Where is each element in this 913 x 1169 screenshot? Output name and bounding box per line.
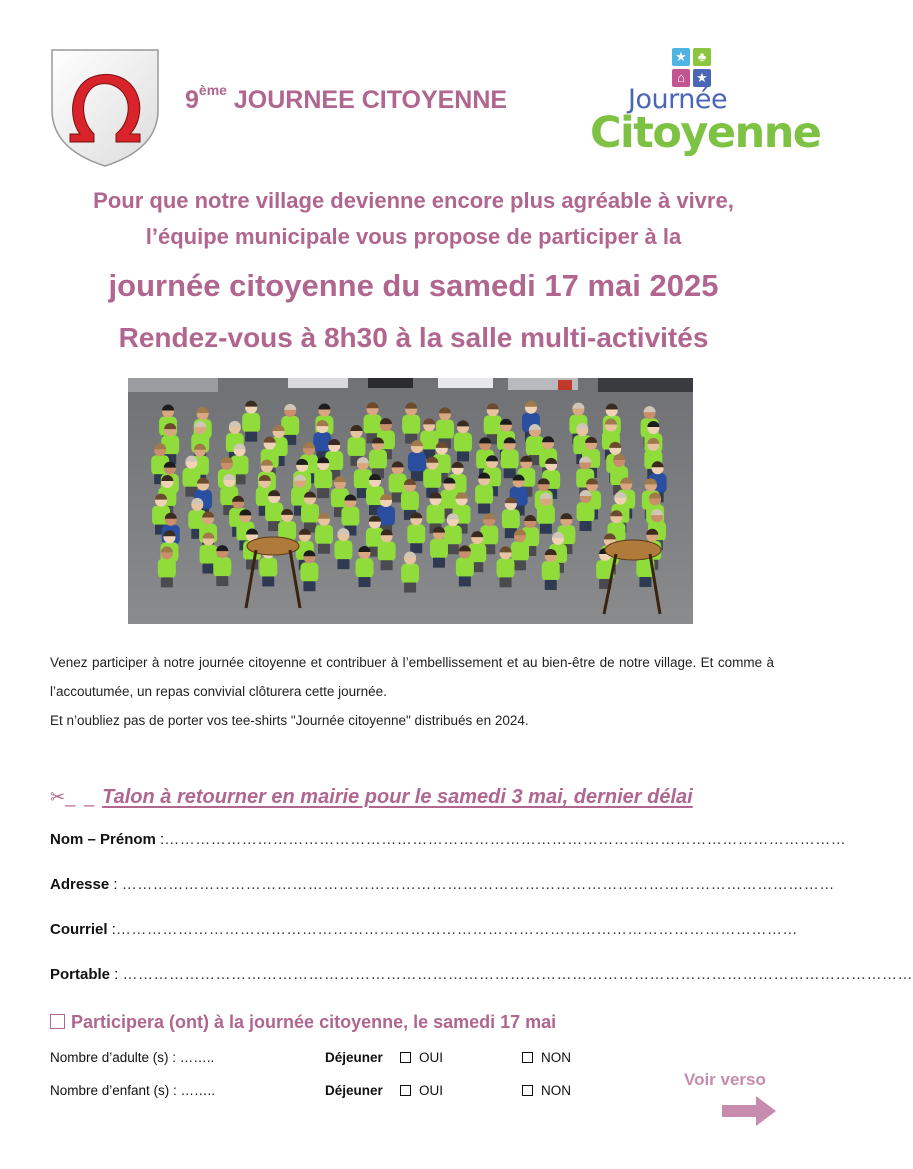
title-text: JOURNEE CITOYENNE xyxy=(226,86,508,114)
adult-count-row xyxy=(50,1050,610,1070)
rendezvous-heading: Rendez-vous à 8h30 à la salle multi-activités xyxy=(118,322,709,353)
crowd-person-legs xyxy=(500,577,512,587)
address-separator: : xyxy=(109,876,122,893)
child-lunch-label: Déjeuner xyxy=(325,1083,383,1098)
crowd-person-legs xyxy=(540,524,552,534)
crowd-person-legs xyxy=(358,577,370,587)
crowd-person-shirt xyxy=(378,541,396,561)
municipal-crest xyxy=(50,48,160,168)
group-photo xyxy=(128,378,693,624)
page-title xyxy=(185,81,508,115)
email-field[interactable] xyxy=(50,921,798,938)
crowd-person-shirt xyxy=(347,437,365,457)
invitation-paragraph: Venez participer à notre journée citoyenne et contribuer à l’embellissement et au bien-être de notre village. Et comme à l’accoutumée, un repas convivial clôturera cette journée. xyxy=(50,655,774,699)
crowd-person-legs xyxy=(337,559,349,569)
crowd-person-shirt xyxy=(456,557,474,577)
crowd-person-shirt xyxy=(369,449,387,469)
crowd-person-legs xyxy=(639,577,651,587)
crowd-person-legs xyxy=(504,468,516,478)
crowd-person-legs xyxy=(303,581,315,591)
participation-line xyxy=(50,1012,556,1033)
adult-lunch-yes[interactable] xyxy=(400,1050,443,1065)
crowd-person-shirt xyxy=(480,525,498,545)
crowd-person-shirt xyxy=(427,504,445,524)
logo-squares-icon: ★ ♣ ⌂ ★ xyxy=(672,48,712,88)
adult-no-label: NON xyxy=(541,1050,571,1065)
return-slip-title: Talon à retourner en mairie pour le samedi 3 mai, dernier délai xyxy=(102,786,693,808)
adult-yes-checkbox[interactable] xyxy=(400,1052,411,1063)
return-slip-heading xyxy=(50,786,770,809)
title-superscript: ème xyxy=(198,81,227,98)
crowd-person-shirt xyxy=(401,491,419,511)
participation-checkbox[interactable] xyxy=(50,1014,65,1029)
crowd-person-legs xyxy=(381,560,393,570)
crowd-person-shirt xyxy=(301,503,319,523)
crowd-person-shirt xyxy=(511,541,529,561)
crowd-person-shirt xyxy=(542,561,560,581)
crowd-person-legs xyxy=(433,558,445,568)
crowd-person-shirt xyxy=(402,415,420,435)
journee-citoyenne-logo xyxy=(590,48,821,158)
crowd-person-shirt xyxy=(401,564,419,584)
crowd-person-shirt xyxy=(341,507,359,527)
intro-line2: l’équipe municipale vous propose de participer à la xyxy=(145,224,682,249)
crowd-person-shirt xyxy=(158,558,176,578)
adult-lunch-label: Déjeuner xyxy=(325,1050,383,1065)
crowd-person-shirt xyxy=(314,469,332,489)
crowd-person-shirt xyxy=(213,557,231,577)
crowd-person-legs xyxy=(457,451,469,461)
crowd-person-legs xyxy=(514,560,526,570)
crowd-person-shirt xyxy=(313,432,331,452)
see-back-label: Voir verso xyxy=(684,1070,766,1089)
crowd-person-shirt xyxy=(430,539,448,559)
crowd-person-legs xyxy=(161,577,173,587)
crowd-person-shirt xyxy=(475,485,493,505)
child-yes-label: OUI xyxy=(419,1083,444,1098)
crowd-person-shirt xyxy=(537,505,555,525)
crowd-person-shirt xyxy=(497,558,515,578)
child-lunch-yes[interactable] xyxy=(400,1083,443,1098)
crowd-person-shirt xyxy=(315,525,333,545)
crowd-person-legs xyxy=(404,583,416,593)
address-field[interactable] xyxy=(50,876,835,893)
crowd-person-shirt xyxy=(423,469,441,489)
crowd-person-shirt xyxy=(436,419,454,439)
address-label: Adresse xyxy=(50,876,110,893)
crowd-person-shirt xyxy=(300,562,318,582)
phone-separator: : xyxy=(110,966,123,983)
child-no-checkbox[interactable] xyxy=(522,1085,533,1096)
crowd-person-shirt xyxy=(355,558,373,578)
name-field[interactable] xyxy=(50,831,846,848)
crowd-person-legs xyxy=(410,543,422,553)
phone-label: Portable xyxy=(50,966,111,983)
crowd-person-legs xyxy=(317,488,329,498)
child-no-label: NON xyxy=(541,1083,571,1098)
name-separator: : xyxy=(155,831,165,848)
crowd-person-legs xyxy=(245,432,257,442)
crowd-person-shirt xyxy=(389,473,407,493)
scissors-icon: ✂ xyxy=(50,787,66,807)
name-dots: …………………………………………………………………………………………………………………… xyxy=(164,831,847,848)
logo-line1: Journée xyxy=(628,84,728,115)
child-count-label[interactable]: Nombre d’enfant (s) : …….. xyxy=(50,1083,216,1098)
logo-line2: Citoyenne xyxy=(590,108,821,158)
crowd-person-shirt xyxy=(242,413,260,433)
email-dots: …………………………………………………………………………………………………………………… xyxy=(115,921,798,938)
crowd-person-shirt xyxy=(454,432,472,452)
title-number: 9 xyxy=(185,86,199,114)
crowd-person-legs xyxy=(216,576,228,586)
email-separator: : xyxy=(107,921,116,938)
crowd-person-shirt xyxy=(407,524,425,544)
crowd-person-shirt xyxy=(334,540,352,560)
arrow-right-icon xyxy=(722,1096,776,1126)
intro-line1: Pour que notre village devienne encore plus agréable à vivre, xyxy=(93,188,734,213)
child-lunch-no[interactable] xyxy=(522,1083,571,1098)
adult-count-label[interactable]: Nombre d’adulte (s) : …….. xyxy=(50,1050,215,1065)
adult-yes-label: OUI xyxy=(419,1050,444,1065)
tshirt-reminder: Et n’oubliez pas de porter vos tee-shirts "Journée citoyenne" distribués en 2024. xyxy=(50,713,529,728)
crowd-person-shirt xyxy=(408,452,426,472)
child-count-row xyxy=(50,1083,610,1103)
email-label: Courriel xyxy=(50,921,108,938)
crowd-person-shirt xyxy=(502,509,520,529)
crowd-person-legs xyxy=(202,564,214,574)
crowd-person-shirt xyxy=(501,449,519,469)
event-date-heading: journée citoyenne du samedi 17 mai 2025 xyxy=(108,268,719,303)
crowd-person-legs xyxy=(262,576,274,586)
adult-lunch-no[interactable] xyxy=(522,1050,571,1065)
address-dots: ………………………………………………………………………………………………………………………… xyxy=(121,876,835,893)
crowd-person-legs xyxy=(580,521,592,531)
participation-label: Participera (ont) à la journée citoyenne, le samedi 17 mai xyxy=(71,1012,557,1032)
crowd-person-legs xyxy=(447,544,459,554)
phone-dots: ……………………………………………………………………………………………………………………………………… xyxy=(122,966,913,983)
crowd-person-legs xyxy=(478,504,490,514)
phone-field[interactable] xyxy=(50,966,913,983)
cut-line: _ _ xyxy=(65,787,97,807)
crowd-person-shirt xyxy=(259,557,277,577)
child-yes-checkbox[interactable] xyxy=(400,1085,411,1096)
crowd-person-legs xyxy=(545,580,557,590)
crowd-person-shirt xyxy=(265,502,283,522)
adult-no-checkbox[interactable] xyxy=(522,1052,533,1063)
name-label: Nom – Prénom xyxy=(50,831,156,848)
crowd-person-shirt xyxy=(577,502,595,522)
crowd-person-legs xyxy=(318,544,330,554)
crowd-person-legs xyxy=(459,576,471,586)
